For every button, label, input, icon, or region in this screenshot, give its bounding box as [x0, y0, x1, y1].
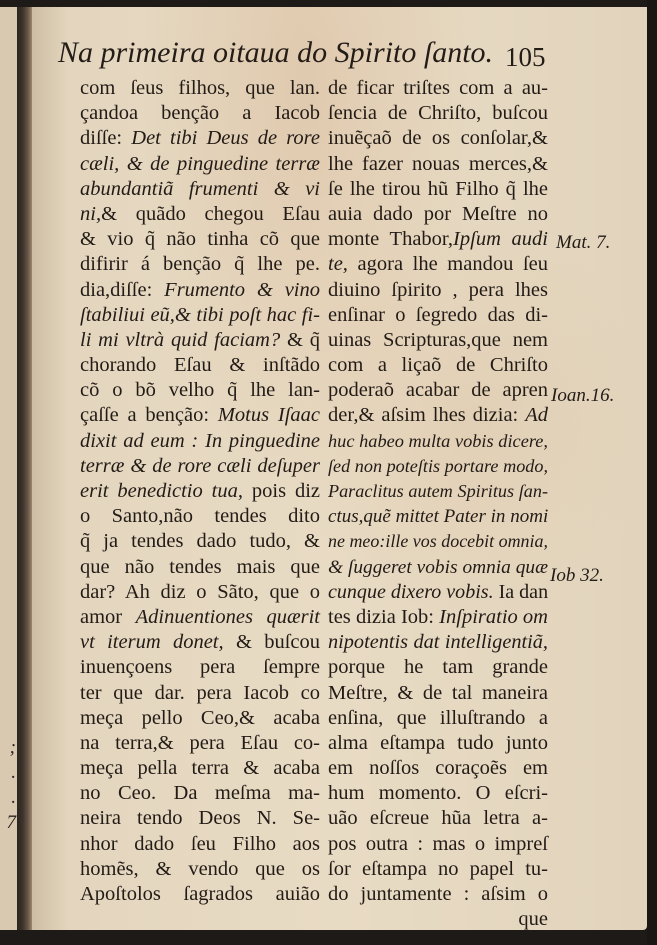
book-gutter: [17, 7, 32, 930]
text-line: [328, 378, 548, 403]
margin-note-citation: Mat. 7.: [556, 232, 611, 253]
text-segment: & q̃: [280, 328, 320, 351]
text-segment: lhe fazer nouas merces,&: [328, 152, 548, 175]
text-line: [328, 202, 548, 227]
latin-quotation: te,: [328, 253, 348, 276]
text-line: [80, 781, 320, 806]
text-line: [328, 278, 548, 303]
text-line: [328, 832, 548, 857]
text-line: [80, 756, 320, 781]
text-segment: difirir á benção q̃ lhe pe.: [80, 253, 320, 276]
text-line: [328, 681, 548, 706]
previous-page-mark: 7: [6, 812, 16, 833]
text-segment: enſina, que illuſtrando a: [328, 706, 548, 729]
text-segment: auia dado por Meſtre no: [328, 202, 548, 225]
text-segment: com ſeus filhos, que lan.: [80, 77, 320, 99]
text-line: [328, 655, 548, 680]
text-line: [80, 454, 320, 479]
text-segment: homẽs, & vendo que os: [80, 857, 320, 880]
running-title: Na primeira oitaua do Spirito ſanto.: [58, 36, 494, 69]
text-line: [328, 227, 548, 252]
text-segment: meça pello Ceo,& acaba: [80, 706, 320, 729]
text-line: [80, 806, 320, 831]
text-segment: poderaõ acabar de apren: [328, 379, 548, 402]
page-number: 105: [505, 42, 546, 72]
text-line: [80, 555, 320, 580]
text-line: [80, 76, 320, 101]
text-line: [328, 177, 548, 202]
text-segment: inuẽçaõ de os conſolar,&: [328, 127, 548, 150]
latin-quotation: Ad: [525, 404, 548, 427]
text-line: [80, 706, 320, 731]
latin-quotation: ſtabiliui eũ,& tibi poſt hac fi-: [80, 303, 320, 326]
text-line: [80, 429, 320, 454]
text-line: [80, 303, 320, 328]
text-column-right: [328, 76, 548, 932]
latin-quotation: ne meo:ille vos docebit omnia,: [328, 531, 548, 552]
text-segment: diuino ſpirito , pera lhes: [328, 278, 548, 301]
text-line: [328, 555, 548, 580]
text-segment: no Ceo. Da meſma ma-: [80, 782, 320, 805]
text-line: [328, 731, 548, 756]
text-line: [328, 328, 548, 353]
text-line: [80, 378, 320, 403]
text-line: [328, 353, 548, 378]
text-segment: cõ o bõ velho q̃ lhe lan-: [80, 379, 320, 402]
latin-quotation: erit benedictio tua,: [80, 480, 243, 502]
text-line: [80, 101, 320, 126]
text-line: [328, 857, 548, 882]
text-line: [80, 227, 320, 252]
text-segment: nhor dado ſeu Filho aos: [80, 832, 320, 855]
text-line: [328, 303, 548, 328]
text-segment: de ficar triſtes com a au-: [328, 77, 548, 99]
text-line: [328, 529, 548, 554]
text-segment: enſinar o ſegredo das di-: [328, 303, 548, 326]
text-segment: uão eſcreue hũa letra a-: [328, 807, 548, 830]
text-segment: neira tendo Deos N. Se-: [80, 807, 320, 830]
text-segment: çaſſe a benção:: [80, 404, 218, 427]
text-line: [80, 177, 320, 202]
latin-quotation: abundantiã frumenti & vi: [80, 177, 320, 200]
latin-quotation: Ipſum audi: [453, 228, 548, 251]
text-segment: chorando Eſau & inſtãdo: [80, 354, 320, 377]
text-line: [328, 756, 548, 781]
text-segment: der,& aſsim lhes dizia:: [328, 404, 526, 427]
latin-quotation: ſed non poteſtis portare modo,: [328, 455, 548, 476]
latin-quotation: ctus,quẽ mittet Pater in nomi: [328, 506, 549, 528]
text-segment: agora lhe mandou ſeu: [347, 253, 548, 276]
text-column-left: [80, 76, 320, 907]
text-line: [80, 857, 320, 882]
text-line: [328, 907, 548, 932]
text-line: [328, 504, 548, 529]
text-segment: que não tendes mais que: [80, 555, 320, 578]
text-line: [80, 479, 320, 504]
text-line: [80, 353, 320, 378]
text-segment: Ia dan: [493, 580, 549, 603]
latin-quotation: & ſuggeret vobis omnia quæ: [328, 556, 548, 578]
text-segment: çandoa benção a Iacob: [80, 102, 320, 125]
latin-quotation: cæli, & de pinguedine terræ: [80, 152, 320, 175]
text-line: [80, 605, 320, 630]
text-segment: porque he tam grande: [328, 656, 548, 679]
text-segment: tes dizia Iob:: [328, 605, 440, 628]
text-line: [328, 76, 548, 101]
latin-quotation: ni,: [80, 202, 102, 225]
text-line: [80, 655, 320, 680]
text-line: [328, 429, 548, 454]
text-line: [328, 781, 548, 806]
text-segment: do juntamente : aſsim o: [328, 883, 548, 905]
text-segment: ſe lhe tirou hũ Filho q̃ lhe: [328, 177, 548, 200]
latin-quotation: Det tibi Deus de rore: [131, 127, 320, 150]
text-segment: uinas Scripturas,que nem: [328, 328, 548, 351]
text-line: [80, 580, 320, 605]
text-line: [80, 152, 320, 177]
text-segment: o Santo,não tendes dito: [80, 505, 320, 528]
text-segment: pos outra : mas o impreſ: [328, 832, 548, 855]
text-line: [328, 126, 548, 151]
text-line: [80, 630, 320, 655]
text-line: [80, 832, 320, 857]
latin-quotation: vt iterum donet,: [80, 631, 224, 654]
text-line: [328, 806, 548, 831]
latin-quotation: dixit ad eum : In pinguedine: [80, 429, 320, 452]
text-segment: meça pella terra & acaba: [80, 757, 320, 780]
latin-quotation: Motus Iſaac: [217, 404, 321, 427]
text-segment: Apoſtolos ſagrados auião: [80, 883, 320, 905]
text-segment: na terra,& pera Eſau co-: [80, 731, 320, 754]
text-segment: pois diz: [242, 480, 321, 502]
text-segment: dar? Ah diz o Sãto, que o: [80, 580, 320, 603]
text-segment: & buſcou: [223, 631, 320, 654]
latin-quotation: Inſpiratio om: [439, 605, 548, 628]
text-line: [328, 706, 548, 731]
previous-page-mark: ;: [9, 737, 16, 758]
latin-quotation: nipotentis dat intelligentiã,: [328, 631, 548, 654]
text-line: [328, 403, 548, 428]
text-segment: amor: [80, 605, 136, 628]
latin-quotation: Paraclitus autem Spiritus ſan-: [328, 481, 548, 501]
text-line: [328, 630, 548, 655]
latin-quotation: Frumento & vino: [164, 278, 320, 301]
text-line: [80, 529, 320, 554]
text-line: [80, 681, 320, 706]
text-line: [328, 882, 548, 907]
text-segment: diſſe:: [80, 127, 132, 150]
latin-quotation: cunque dixero vobis.: [328, 580, 494, 603]
text-line: [80, 731, 320, 756]
previous-page-mark: .: [11, 762, 16, 783]
text-line: [80, 252, 320, 277]
text-segment: monte Thabor,: [328, 228, 454, 251]
text-segment: ſor eſtampa no papel tu-: [328, 857, 548, 880]
text-segment: hum momento. O eſcri-: [328, 782, 548, 805]
text-line: [328, 580, 548, 605]
text-line: [328, 152, 548, 177]
text-line: [80, 278, 320, 303]
text-line: [328, 101, 548, 126]
text-line: [328, 479, 548, 504]
text-segment: que: [518, 908, 548, 931]
text-segment: alma eſtampa tudo junto: [328, 731, 548, 754]
text-line: [80, 403, 320, 428]
text-segment: & vio q̃ não tinha cõ que: [80, 228, 320, 251]
latin-quotation: Adinuentiones quærit: [135, 605, 321, 628]
margin-note-citation: Ioan.16.: [551, 385, 615, 406]
text-segment: em noſſos coraçoẽs em: [328, 757, 548, 780]
latin-quotation: terræ & de rore cæli deſuper: [80, 454, 320, 477]
margin-note-citation: Iob 32.: [550, 565, 604, 586]
text-segment: Meſtre, & de tal maneira: [328, 681, 548, 704]
latin-quotation: li mi vltrà quid faciam?: [80, 328, 281, 351]
text-line: [328, 454, 548, 479]
latin-quotation: huc habeo multa vobis dicere,: [328, 430, 548, 451]
text-segment: ter que dar. pera Iacob co: [80, 681, 320, 704]
text-segment: inuençoens pera ſempre: [80, 656, 320, 679]
text-line: [80, 126, 320, 151]
text-line: [80, 882, 320, 907]
text-line: [80, 504, 320, 529]
page-edge-shadow: [647, 0, 657, 945]
previous-page-mark: .: [11, 787, 16, 808]
text-line: [328, 252, 548, 277]
text-segment: com a liçaõ de Chriſto: [328, 354, 548, 377]
text-line: [80, 328, 320, 353]
text-segment: ſencia de Chriſto, buſcou: [328, 102, 548, 125]
text-segment: dia,diſſe:: [80, 278, 165, 301]
text-line: [80, 202, 320, 227]
previous-page-marks: [0, 735, 16, 835]
text-segment: & quãdo chegou Eſau: [101, 202, 320, 225]
text-line: [328, 605, 548, 630]
text-segment: q̃ ja tendes dado tudo, &: [80, 530, 320, 553]
